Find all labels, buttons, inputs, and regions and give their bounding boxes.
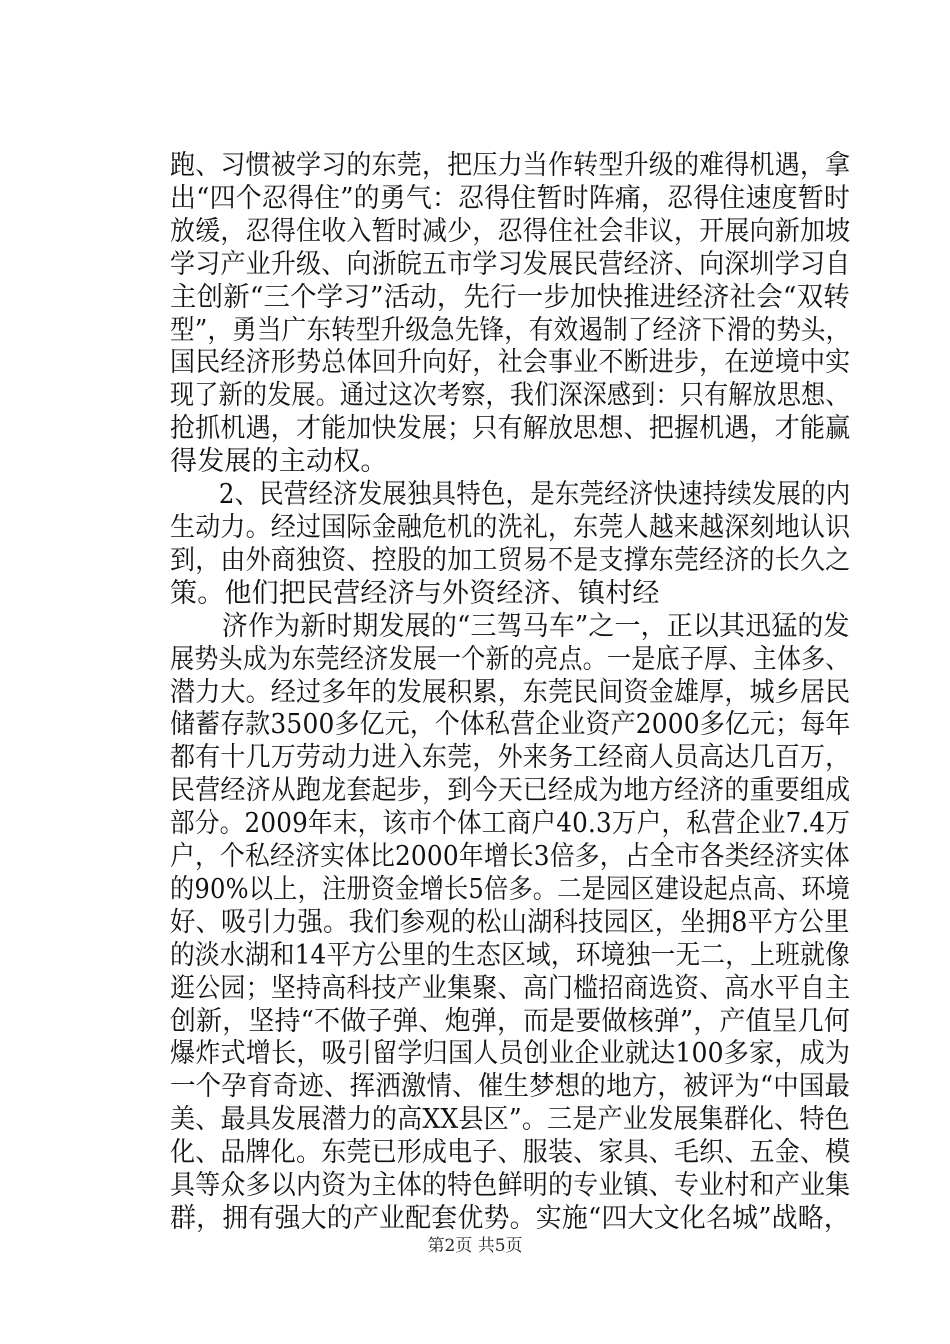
text-line: 美、最具发展潜力的高XX县区”。三是产业发展集群化、特色: [170, 1104, 850, 1136]
text-line: 潜力大。经过多年的发展积累，东莞民间资金雄厚，城乡居民: [170, 676, 851, 708]
text-line: 国民经济形势总体回升向好，社会事业不断进步，在逆境中实: [170, 347, 851, 379]
text-line: 储蓄存款3500多亿元，个体私营企业资产2000多亿元；每年: [170, 709, 851, 741]
text-line: 爆炸式增长，吸引留学归国人员创业企业就达100多家，成为: [170, 1038, 851, 1070]
text-line: 得发展的主动权。: [170, 446, 388, 478]
text-line: 抢抓机遇，才能加快发展；只有解放思想、把握机遇，才能赢: [170, 413, 851, 445]
text-line: 一个孕育奇迹、挥洒激情、催生梦想的地方，被评为“中国最: [170, 1071, 851, 1103]
text-line: 策。他们把民营经济与外资经济、镇村经: [170, 577, 660, 609]
text-line: 展势头成为东莞经济发展一个新的亮点。一是底子厚、主体多、: [170, 643, 850, 675]
text-line: 型”，勇当广东转型升级急先锋，有效遏制了经济下滑的势头，: [170, 314, 851, 346]
text-line: 到，由外商独资、控股的加工贸易不是支撑东莞经济的长久之: [170, 544, 851, 576]
text-line: 济作为新时期发展的“三驾马车”之一，正以其迅猛的发: [221, 610, 850, 642]
text-line: 现了新的发展。通过这次考察，我们深深感到：只有解放思想、: [170, 380, 850, 412]
text-line: 都有十几万劳动力进入东莞，外来务工经商人员高达几百万，: [170, 742, 851, 774]
text-line: 学习产业升级、向浙皖五市学习发展民营经济、向深圳学习自: [170, 248, 851, 280]
text-line: 户，个私经济实体比2000年增长3倍多，占全市各类经济实体: [170, 841, 850, 873]
text-line: 2、民营经济发展独具特色，是东莞经济快速持续发展的内: [218, 479, 851, 511]
text-line: 生动力。经过国际金融危机的洗礼，东莞人越来越深刻地认识: [170, 511, 851, 543]
text-line: 群，拥有强大的产业配套优势。实施“四大文化名城”战略，: [170, 1203, 851, 1234]
text-line: 的90%以上，注册资金增长5倍多。二是园区建设起点高、环境: [170, 873, 851, 905]
text-line: 民营经济从跑龙套起步，到今天已经成为地方经济的重要组成: [170, 775, 851, 807]
text-line: 创新，坚持“不做子弹、炮弹，而是要做核弹”，产值呈几何: [170, 1005, 851, 1037]
document-body: [170, 150, 850, 1236]
text-line: 具等众多以内资为主体的特色鲜明的专业镇、专业村和产业集: [170, 1170, 851, 1202]
text-line: 放缓，忍得住收入暂时减少，忍得住社会非议，开展向新加坡: [170, 215, 851, 247]
page-footer: 第2页 共5页: [427, 1236, 523, 1256]
text-line: 部分。2009年末，该市个体工商户40.3万户，私营企业7.4万: [170, 808, 851, 840]
text-line: 出“四个忍得住”的勇气：忍得住暂时阵痛，忍得住速度暂时: [170, 182, 851, 214]
text-line: 主创新“三个学习”活动，先行一步加快推进经济社会“双转: [170, 281, 850, 313]
text-line: 逛公园；坚持高科技产业集聚、高门槛招商选资、高水平自主: [170, 972, 851, 1004]
text-line: 好、吸引力强。我们参观的松山湖科技园区，坐拥8平方公里: [170, 906, 850, 938]
text-line: 的淡水湖和14平方公里的生态区域，环境独一无二，上班就像: [170, 939, 850, 971]
text-line: 跑、习惯被学习的东莞，把压力当作转型升级的难得机遇，拿: [170, 150, 851, 181]
text-line: 化、品牌化。东莞已形成电子、服装、家具、毛织、五金、模: [170, 1137, 851, 1169]
